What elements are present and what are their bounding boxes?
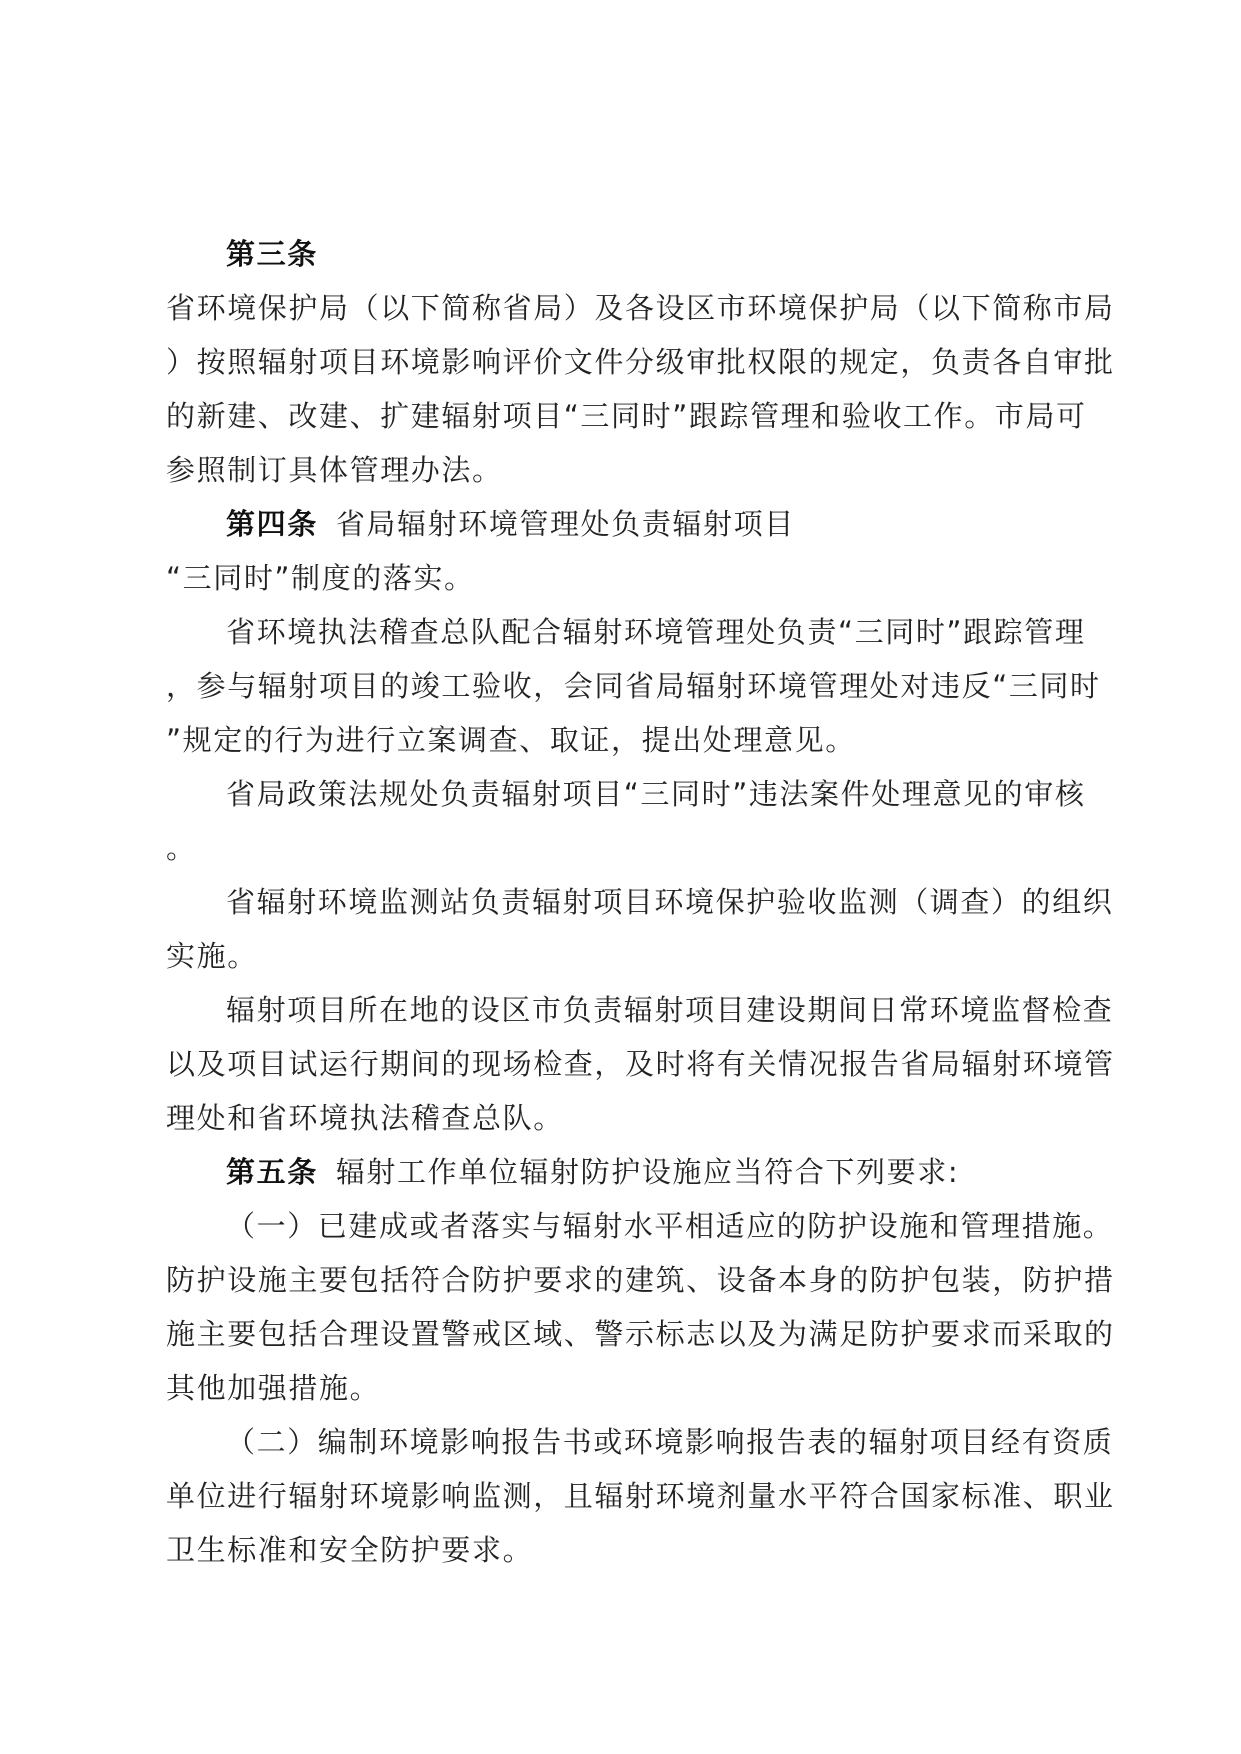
article-5-item-1-line-3: 施主要包括合理设置警戒区域、警示标志以及为满足防护要求而采取的 xyxy=(166,1317,1115,1351)
article-4-p3-line-1: 省局政策法规处负责辐射项目“三同时”违法案件处理意见的审核 xyxy=(226,777,1086,811)
article-5-item-2-line-1: （二）编制环境影响报告书或环境影响报告表的辐射项目经有资质 xyxy=(226,1425,1114,1459)
article-4-p2-line-1: 省环境执法稽查总队配合辐射环境管理处负责“三同时”跟踪管理 xyxy=(226,615,1086,649)
article-4-p4-line-1: 省辐射环境监测站负责辐射项目环境保护验收监测（调查）的组织 xyxy=(226,885,1114,919)
article-4-p2-line-2: ，参与辐射项目的竣工验收，会同省局辐射环境管理处对违反“三同时 xyxy=(166,669,1101,703)
article-3-heading: 第三条 xyxy=(226,237,318,271)
article-4-line-2: “三同时”制度的落实。 xyxy=(166,561,475,595)
article-4-p5-line-3: 理处和省环境执法稽查总队。 xyxy=(166,1101,564,1135)
article-5-item-1-line-2: 防护设施主要包括符合防护要求的建筑、设备本身的防护包装，防护措 xyxy=(166,1263,1115,1297)
article-4-first-line xyxy=(226,501,1076,547)
article-5-item-2-line-2: 单位进行辐射环境影响监测，且辐射环境剂量水平符合国家标准、职业 xyxy=(166,1479,1115,1513)
article-4-p4-line-2: 实施。 xyxy=(166,939,258,973)
article-3-line-4: 参照制订具体管理办法。 xyxy=(166,453,503,487)
article-4-p2-line-3: ”规定的行为进行立案调查、取证，提出处理意见。 xyxy=(166,723,856,757)
article-4-line-1: 省局辐射环境管理处负责辐射项目 xyxy=(335,507,795,541)
article-5-line-1: 辐射工作单位辐射防护设施应当符合下列要求: xyxy=(335,1155,960,1189)
article-3-line-1: 省环境保护局（以下简称省局）及各设区市环境保护局（以下简称市局 xyxy=(166,291,1115,325)
article-5-first-line xyxy=(226,1149,1076,1195)
article-4-p5-line-2: 以及项目试运行期间的现场检查，及时将有关情况报告省局辐射环境管 xyxy=(166,1047,1115,1081)
article-3-line-2: ）按照辐射项目环境影响评价文件分级审批权限的规定，负责各自审批 xyxy=(166,345,1115,379)
article-4-heading: 第四条 xyxy=(226,507,318,541)
article-4-p5-line-1: 辐射项目所在地的设区市负责辐射项目建设期间日常环境监督检查 xyxy=(226,993,1114,1027)
article-4-p3-line-2: 。 xyxy=(166,831,197,865)
article-5-item-2-line-3: 卫生标准和安全防护要求。 xyxy=(166,1533,534,1567)
article-5-item-1-line-1: （一）已建成或者落实与辐射水平相适应的防护设施和管理措施。 xyxy=(226,1209,1114,1243)
article-5-item-1-line-4: 其他加强措施。 xyxy=(166,1371,381,1405)
article-3-line-3: 的新建、改建、扩建辐射项目“三同时”跟踪管理和验收工作。市局可 xyxy=(166,399,1087,433)
article-5-heading: 第五条 xyxy=(226,1155,318,1189)
